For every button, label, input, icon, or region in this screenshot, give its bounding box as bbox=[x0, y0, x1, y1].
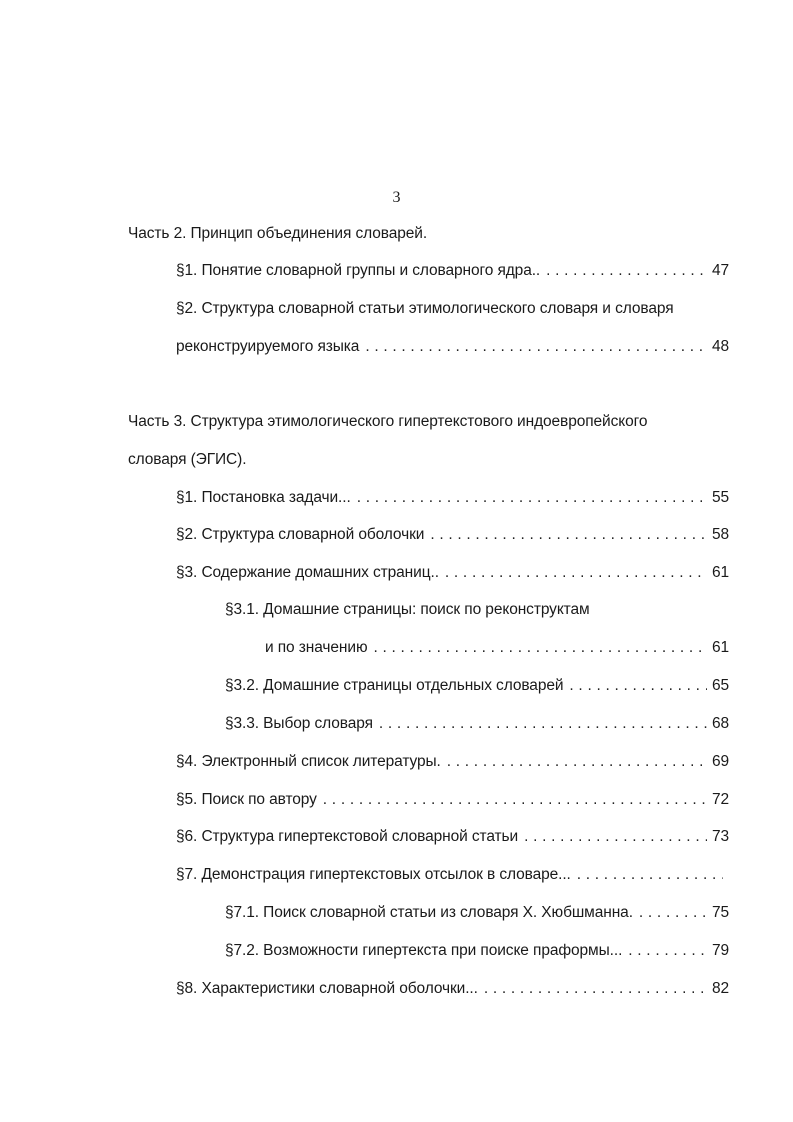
dot-leader bbox=[445, 563, 707, 583]
toc-entry-page: 75 bbox=[711, 904, 729, 921]
dot-leader bbox=[546, 261, 707, 281]
dot-leader bbox=[577, 865, 723, 885]
toc-entry-page: 82 bbox=[711, 980, 729, 997]
dot-leader bbox=[365, 337, 707, 357]
toc-subentry bbox=[225, 676, 729, 696]
toc-entry-title: §7. Демонстрация гипертекстовых отсылок в словаре... bbox=[176, 866, 571, 883]
toc-entry-title: §7.2. Возможности гипертекста при поиске праформы... bbox=[225, 942, 623, 959]
toc-entry-title: §4. Электронный список литературы. bbox=[176, 753, 441, 770]
toc-entry-page: 47 bbox=[711, 262, 729, 279]
part-3-heading-line2: словаря (ЭГИС). bbox=[128, 451, 247, 468]
toc-entry-title: §3.3. Выбор словаря bbox=[225, 715, 373, 732]
toc-entry bbox=[176, 865, 725, 885]
toc-entry bbox=[176, 525, 729, 545]
toc-subentry-title-line1: §3.1. Домашние страницы: поиск по реконструктам bbox=[225, 601, 590, 618]
toc-entry-title: §3.2. Домашние страницы отдельных словарей bbox=[225, 677, 564, 694]
toc-entry bbox=[176, 337, 729, 357]
dot-leader bbox=[447, 752, 707, 772]
toc-entry bbox=[176, 827, 729, 847]
dot-leader bbox=[639, 903, 707, 923]
dot-leader bbox=[430, 525, 707, 545]
toc-subentry bbox=[225, 941, 729, 961]
toc-subentry bbox=[265, 638, 729, 658]
part-3-heading-line1: Часть 3. Структура этимологического гипертекстового индоевропейского bbox=[128, 413, 648, 430]
toc-subentry bbox=[225, 903, 729, 923]
part-2-heading: Часть 2. Принцип объединения словарей. bbox=[128, 225, 428, 242]
toc-entry-page: 55 bbox=[711, 489, 729, 506]
toc-entry-page: 48 bbox=[711, 338, 729, 355]
toc-entry-title: §3. Содержание домашних страниц.. bbox=[176, 564, 439, 581]
toc-entry-page: 72 bbox=[711, 791, 729, 808]
toc-entry-title: реконструируемого языка bbox=[176, 338, 360, 355]
toc-entry bbox=[176, 261, 729, 281]
toc-entry-title: §5. Поиск по автору bbox=[176, 791, 317, 808]
toc-entry-page: 65 bbox=[711, 677, 729, 694]
toc-entry bbox=[176, 488, 729, 508]
toc-entry bbox=[176, 790, 729, 810]
toc-entry-page: 68 bbox=[711, 715, 729, 732]
toc-entry bbox=[176, 563, 729, 583]
toc-entry-title: §1. Понятие словарной группы и словарного ядра.. bbox=[176, 262, 541, 279]
toc-entry-title: §7.1. Поиск словарной статьи из словаря Х. Хюбшманна. bbox=[225, 904, 633, 921]
dot-leader bbox=[484, 979, 707, 999]
page-number: 3 bbox=[392, 189, 401, 206]
dot-leader bbox=[357, 488, 707, 508]
toc-entry-title-line1: §2. Структура словарной статьи этимологического словаря и словаря bbox=[176, 300, 674, 317]
toc-entry-page: 58 bbox=[711, 526, 729, 543]
toc-entry bbox=[176, 979, 729, 999]
toc-entry-title: §8. Характеристики словарной оболочки... bbox=[176, 980, 478, 997]
dot-leader bbox=[569, 676, 707, 696]
dot-leader bbox=[628, 941, 707, 961]
toc-entry-page: 73 bbox=[711, 828, 729, 845]
dot-leader bbox=[373, 638, 707, 658]
toc-entry-title: §2. Структура словарной оболочки bbox=[176, 526, 425, 543]
dot-leader bbox=[323, 790, 707, 810]
toc-entry-title: §1. Постановка задачи... bbox=[176, 489, 351, 506]
toc-entry-page: 69 bbox=[711, 753, 729, 770]
dot-leader bbox=[524, 827, 707, 847]
toc-entry-page: 79 bbox=[711, 942, 729, 959]
toc-entry-page: 61 bbox=[711, 639, 729, 656]
toc-subentry bbox=[225, 714, 729, 734]
toc-entry bbox=[176, 752, 729, 772]
toc-entry-page: 61 bbox=[711, 564, 729, 581]
toc-entry-title: §6. Структура гипертекстовой словарной статьи bbox=[176, 828, 519, 845]
dot-leader bbox=[379, 714, 707, 734]
toc-entry-title: и по значению bbox=[265, 639, 368, 656]
